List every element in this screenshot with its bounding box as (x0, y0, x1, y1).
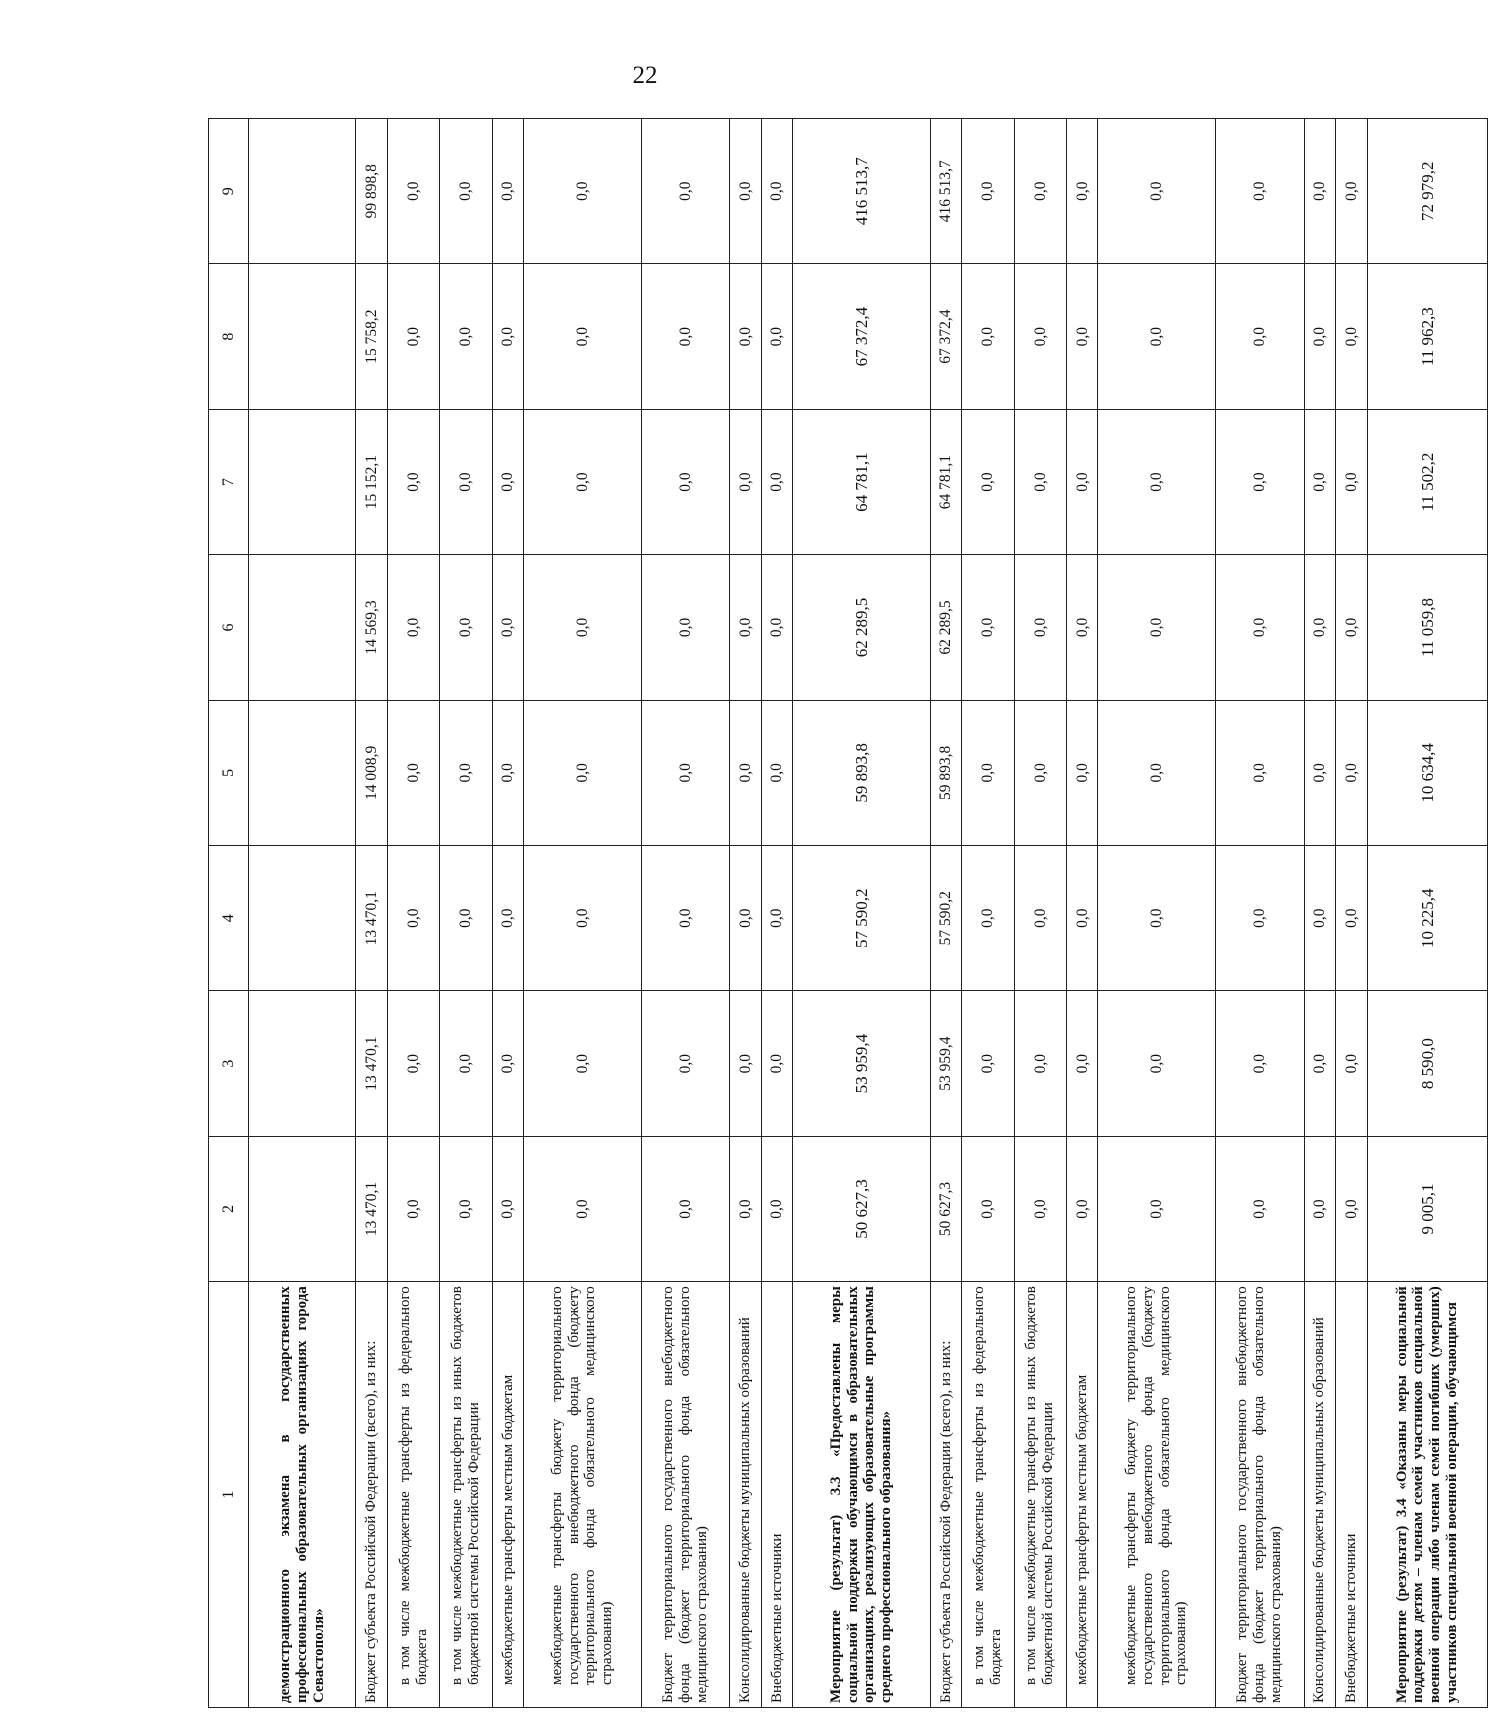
row-value-col-4: 0,0 (1066, 846, 1097, 991)
row-value-col-6: 0,0 (524, 555, 641, 700)
table-row (793, 119, 930, 1708)
row-value-col-2: 0,0 (1098, 1136, 1215, 1281)
row-value-col-9: 0,0 (962, 119, 1014, 264)
row-value-col-7 (249, 409, 356, 554)
row-value-col-4: 10 225,4 (1367, 846, 1487, 991)
row-description: Внебюджетные источники (761, 1282, 792, 1708)
row-value-col-7: 0,0 (524, 409, 641, 554)
row-value-col-8: 0,0 (524, 264, 641, 409)
row-value-col-6: 0,0 (761, 555, 792, 700)
row-value-col-9: 0,0 (761, 119, 792, 264)
row-value-col-2: 0,0 (1336, 1136, 1367, 1281)
row-value-col-8: 0,0 (761, 264, 792, 409)
row-value-col-2: 0,0 (1215, 1136, 1304, 1281)
row-value-col-3: 8 590,0 (1367, 991, 1487, 1136)
row-value-col-4: 0,0 (761, 846, 792, 991)
row-value-col-2: 0,0 (761, 1136, 792, 1281)
table-row (962, 119, 1014, 1708)
row-value-col-7: 0,0 (962, 409, 1014, 554)
row-value-col-5: 0,0 (492, 700, 523, 845)
table-row (641, 119, 730, 1708)
row-value-col-5: 0,0 (1304, 700, 1335, 845)
row-value-col-9: 72 979,2 (1367, 119, 1487, 264)
row-value-col-8: 0,0 (492, 264, 523, 409)
table-row (1304, 119, 1335, 1708)
row-value-col-3: 13 470,1 (356, 991, 387, 1136)
row-value-col-9: 0,0 (1304, 119, 1335, 264)
row-value-col-7: 0,0 (1304, 409, 1335, 554)
row-value-col-3: 0,0 (440, 991, 492, 1136)
row-value-col-5: 0,0 (387, 700, 439, 845)
row-value-col-2: 0,0 (1304, 1136, 1335, 1281)
row-value-col-7: 0,0 (387, 409, 439, 554)
row-value-col-2 (249, 1136, 356, 1281)
row-value-col-2: 13 470,1 (356, 1136, 387, 1281)
row-description: Консолидированные бюджеты муниципальных образований (1304, 1282, 1335, 1708)
row-value-col-3: 0,0 (387, 991, 439, 1136)
row-value-col-7: 0,0 (1014, 409, 1066, 554)
row-value-col-7: 64 781,1 (793, 409, 930, 554)
row-value-col-9: 0,0 (1066, 119, 1097, 264)
row-description: демонстрационного экзамена в государственных профессиональных образовательных организациях города Севастополя» (249, 1282, 356, 1708)
row-value-col-8: 0,0 (387, 264, 439, 409)
row-value-col-5: 0,0 (641, 700, 730, 845)
column-header: 9 (209, 119, 249, 264)
row-value-col-9: 0,0 (641, 119, 730, 264)
row-value-col-9: 0,0 (1014, 119, 1066, 264)
row-value-col-9: 99 898,8 (356, 119, 387, 264)
table-row (492, 119, 523, 1708)
row-value-col-5: 0,0 (524, 700, 641, 845)
table-row (387, 119, 439, 1708)
row-value-col-3: 0,0 (761, 991, 792, 1136)
row-value-col-8: 0,0 (440, 264, 492, 409)
row-value-col-8: 0,0 (1066, 264, 1097, 409)
row-value-col-9 (249, 119, 356, 264)
table-row (1336, 119, 1367, 1708)
column-header: 6 (209, 555, 249, 700)
row-value-col-6: 0,0 (962, 555, 1014, 700)
row-value-col-7: 0,0 (641, 409, 730, 554)
row-value-col-5: 0,0 (761, 700, 792, 845)
row-value-col-8: 0,0 (641, 264, 730, 409)
row-value-col-3: 0,0 (1066, 991, 1097, 1136)
row-value-col-8: 11 962,3 (1367, 264, 1487, 409)
row-value-col-9: 416 513,7 (793, 119, 930, 264)
table-row (730, 119, 761, 1708)
row-value-col-7: 0,0 (492, 409, 523, 554)
row-value-col-6: 0,0 (1336, 555, 1367, 700)
row-value-col-4: 0,0 (1014, 846, 1066, 991)
row-value-col-9: 0,0 (1098, 119, 1215, 264)
row-value-col-7: 0,0 (730, 409, 761, 554)
row-value-col-3: 0,0 (1098, 991, 1215, 1136)
row-value-col-7: 11 502,2 (1367, 409, 1487, 554)
row-value-col-8: 0,0 (1014, 264, 1066, 409)
row-value-col-4: 0,0 (1336, 846, 1367, 991)
row-value-col-8: 67 372,4 (930, 264, 961, 409)
budget-table (208, 118, 1488, 1708)
row-value-col-2: 0,0 (492, 1136, 523, 1281)
row-value-col-4: 57 590,2 (793, 846, 930, 991)
row-value-col-4: 0,0 (730, 846, 761, 991)
row-value-col-3: 0,0 (492, 991, 523, 1136)
row-value-col-3: 53 959,4 (793, 991, 930, 1136)
row-value-col-4: 0,0 (1098, 846, 1215, 991)
row-description: Внебюджетные источники (1336, 1282, 1367, 1708)
row-value-col-6: 0,0 (641, 555, 730, 700)
row-value-col-6: 0,0 (387, 555, 439, 700)
row-description: Бюджет территориального государственного внебюджетного фонда (бюджет территориального фонда обязательного медицинского страхования) (641, 1282, 730, 1708)
row-value-col-6: 0,0 (730, 555, 761, 700)
row-value-col-6: 0,0 (1066, 555, 1097, 700)
row-value-col-9: 0,0 (1336, 119, 1367, 264)
row-description: Мероприятие (результат) 3.3 «Предоставлены меры социальной поддержки обучающимся в образовательных организациях, реализующих образовательные программы среднего профессионального образования» (793, 1282, 930, 1708)
row-value-col-2: 9 005,1 (1367, 1136, 1487, 1281)
row-value-col-2: 0,0 (962, 1136, 1014, 1281)
row-value-col-5: 0,0 (730, 700, 761, 845)
row-value-col-7: 0,0 (1098, 409, 1215, 554)
row-value-col-7: 64 781,1 (930, 409, 961, 554)
row-description: межбюджетные трансферты бюджету территориального государственного внебюджетного фонда (бюджету территориального фонда обязательного медицинского страхования) (1098, 1282, 1215, 1708)
row-value-col-3: 0,0 (524, 991, 641, 1136)
row-value-col-6 (249, 555, 356, 700)
row-description: межбюджетные трансферты местным бюджетам (492, 1282, 523, 1708)
column-header: 4 (209, 846, 249, 991)
table-row (356, 119, 387, 1708)
table-row (440, 119, 492, 1708)
table-row (1367, 119, 1487, 1708)
row-description: Бюджет субъекта Российской Федерации (всего), из них: (356, 1282, 387, 1708)
column-header: 3 (209, 991, 249, 1136)
column-header: 5 (209, 700, 249, 845)
row-value-col-5: 0,0 (1098, 700, 1215, 845)
row-value-col-4: 0,0 (492, 846, 523, 991)
row-value-col-6: 14 569,3 (356, 555, 387, 700)
row-value-col-5: 0,0 (440, 700, 492, 845)
row-value-col-2: 0,0 (1066, 1136, 1097, 1281)
row-value-col-6: 0,0 (492, 555, 523, 700)
row-description: Бюджет территориального государственного внебюджетного фонда (бюджет территориального фонда обязательного медицинского страхования) (1215, 1282, 1304, 1708)
row-value-col-2: 50 627,3 (930, 1136, 961, 1281)
column-header: 7 (209, 409, 249, 554)
row-description: в том числе межбюджетные трансферты из федерального бюджета (387, 1282, 439, 1708)
row-description: межбюджетные трансферты бюджету территориального государственного внебюджетного фонда (бюджету территориального фонда обязательного медицинского страхования) (524, 1282, 641, 1708)
row-value-col-2: 0,0 (524, 1136, 641, 1281)
row-value-col-5: 14 008,9 (356, 700, 387, 845)
row-value-col-2: 0,0 (730, 1136, 761, 1281)
row-value-col-7: 15 152,1 (356, 409, 387, 554)
row-value-col-4: 0,0 (387, 846, 439, 991)
row-value-col-5: 59 893,8 (930, 700, 961, 845)
row-value-col-7: 0,0 (1066, 409, 1097, 554)
row-value-col-7: 0,0 (440, 409, 492, 554)
row-value-col-6: 11 059,8 (1367, 555, 1487, 700)
row-value-col-9: 0,0 (1215, 119, 1304, 264)
row-description: в том числе межбюджетные трансферты из федерального бюджета (962, 1282, 1014, 1708)
row-value-col-3: 0,0 (962, 991, 1014, 1136)
row-value-col-8: 0,0 (962, 264, 1014, 409)
table-row (761, 119, 792, 1708)
row-description: в том числе межбюджетные трансферты из иных бюджетов бюджетной системы Российской Федерации (440, 1282, 492, 1708)
table-row (249, 119, 356, 1708)
rotated-table-container (208, 118, 1488, 1708)
row-value-col-9: 0,0 (492, 119, 523, 264)
row-value-col-4: 0,0 (962, 846, 1014, 991)
row-value-col-2: 0,0 (387, 1136, 439, 1281)
row-value-col-5: 0,0 (962, 700, 1014, 845)
row-value-col-6: 62 289,5 (793, 555, 930, 700)
row-value-col-2: 0,0 (440, 1136, 492, 1281)
table-row (930, 119, 961, 1708)
row-description: Мероприятие (результат) 3.4 «Оказаны меры социальной поддержки детям – членам семей участников специальной военной операции либо членам семей погибших (умерших) участников специальной военной операции, обучающимся (1367, 1282, 1487, 1708)
row-value-col-6: 0,0 (1098, 555, 1215, 700)
row-value-col-8: 67 372,4 (793, 264, 930, 409)
column-header: 2 (209, 1136, 249, 1281)
row-value-col-6: 0,0 (1215, 555, 1304, 700)
row-value-col-4: 0,0 (1304, 846, 1335, 991)
row-description: межбюджетные трансферты местным бюджетам (1066, 1282, 1097, 1708)
row-value-col-6: 0,0 (1014, 555, 1066, 700)
row-value-col-7: 0,0 (1336, 409, 1367, 554)
table-row (524, 119, 641, 1708)
row-value-col-3: 0,0 (1304, 991, 1335, 1136)
row-value-col-6: 0,0 (440, 555, 492, 700)
row-value-col-6: 62 289,5 (930, 555, 961, 700)
row-value-col-2: 0,0 (1014, 1136, 1066, 1281)
row-description: Бюджет субъекта Российской Федерации (всего), из них: (930, 1282, 961, 1708)
row-value-col-7: 0,0 (761, 409, 792, 554)
row-value-col-8: 0,0 (1304, 264, 1335, 409)
row-value-col-5: 0,0 (1014, 700, 1066, 845)
row-value-col-4: 0,0 (641, 846, 730, 991)
row-value-col-5: 0,0 (1215, 700, 1304, 845)
row-value-col-8: 0,0 (1336, 264, 1367, 409)
row-description: в том числе межбюджетные трансферты из иных бюджетов бюджетной системы Российской Федерации (1014, 1282, 1066, 1708)
row-value-col-4: 0,0 (440, 846, 492, 991)
row-value-col-3 (249, 991, 356, 1136)
row-value-col-5 (249, 700, 356, 845)
row-value-col-3: 0,0 (1215, 991, 1304, 1136)
row-value-col-5: 0,0 (1336, 700, 1367, 845)
row-value-col-3: 0,0 (1014, 991, 1066, 1136)
row-value-col-4: 0,0 (1215, 846, 1304, 991)
row-value-col-2: 0,0 (641, 1136, 730, 1281)
row-value-col-4: 13 470,1 (356, 846, 387, 991)
table-header-row (209, 119, 249, 1708)
row-value-col-5: 0,0 (1066, 700, 1097, 845)
row-value-col-3: 0,0 (641, 991, 730, 1136)
row-value-col-2: 50 627,3 (793, 1136, 930, 1281)
table-row (1066, 119, 1097, 1708)
row-value-col-9: 0,0 (524, 119, 641, 264)
column-header: 1 (209, 1282, 249, 1708)
row-value-col-3: 0,0 (730, 991, 761, 1136)
table-row (1014, 119, 1066, 1708)
row-value-col-4: 0,0 (524, 846, 641, 991)
row-value-col-8 (249, 264, 356, 409)
row-value-col-3: 0,0 (1336, 991, 1367, 1136)
row-value-col-9: 0,0 (730, 119, 761, 264)
table-row (1215, 119, 1304, 1708)
row-value-col-9: 416 513,7 (930, 119, 961, 264)
row-value-col-8: 0,0 (1098, 264, 1215, 409)
row-description: Консолидированные бюджеты муниципальных образований (730, 1282, 761, 1708)
row-value-col-4: 57 590,2 (930, 846, 961, 991)
table-row (1098, 119, 1215, 1708)
row-value-col-8: 15 758,2 (356, 264, 387, 409)
row-value-col-8: 0,0 (1215, 264, 1304, 409)
row-value-col-5: 10 634,4 (1367, 700, 1487, 845)
row-value-col-9: 0,0 (387, 119, 439, 264)
row-value-col-6: 0,0 (1304, 555, 1335, 700)
row-value-col-5: 59 893,8 (793, 700, 930, 845)
row-value-col-4 (249, 846, 356, 991)
row-value-col-8: 0,0 (730, 264, 761, 409)
row-value-col-7: 0,0 (1215, 409, 1304, 554)
row-value-col-9: 0,0 (440, 119, 492, 264)
column-header: 8 (209, 264, 249, 409)
row-value-col-3: 53 959,4 (930, 991, 961, 1136)
page-number: 22 (632, 62, 658, 89)
